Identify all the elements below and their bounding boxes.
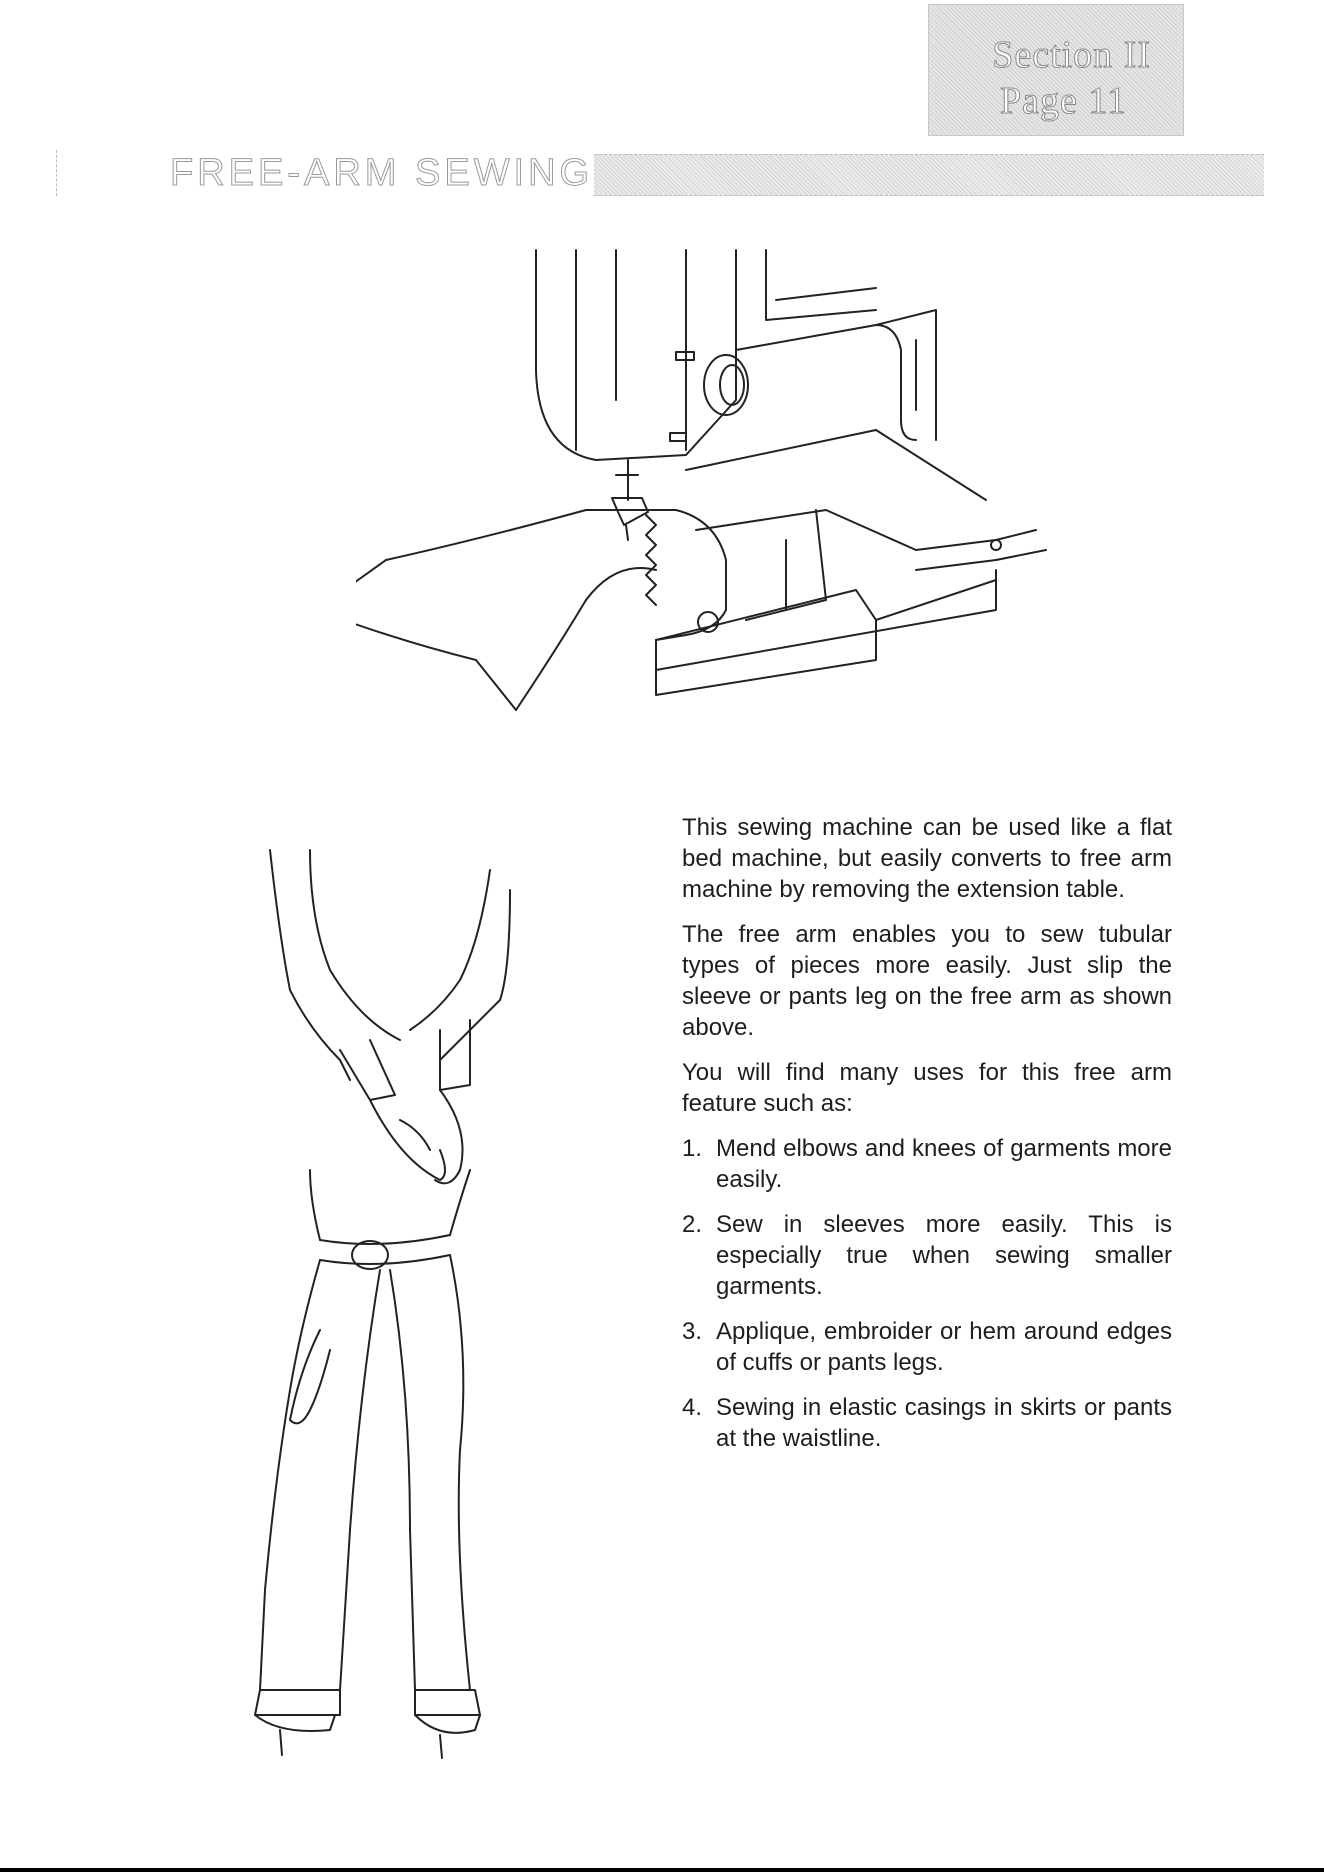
list-item-number: 3. — [682, 1318, 703, 1345]
title-bar — [0, 148, 1264, 200]
section-page-label — [928, 4, 1184, 136]
list-item-number: 1. — [682, 1135, 703, 1162]
section-label: Section II — [992, 34, 1151, 76]
list-item-text: Sewing in elastic casings in skirts or pants at the waistline. — [716, 1394, 1172, 1452]
list-item-text: Mend elbows and knees of garments more easily. — [716, 1135, 1172, 1193]
free-arm-machine-illustration — [356, 240, 1056, 760]
free-arm-paragraph: The free arm enables you to sew tubular types of pieces more easily. Just slip the sleeve or pants leg on the free arm as shown above. — [682, 921, 1172, 1041]
intro-paragraph: This sewing machine can be used like a flat bed machine, but easily converts to free arm machine by removing the extension table. — [682, 814, 1172, 903]
list-item-number: 4. — [682, 1394, 703, 1421]
bottom-rule — [0, 1868, 1324, 1872]
body-text — [682, 812, 1172, 1468]
page-label: Page 11 — [1000, 80, 1127, 122]
margin-mark — [56, 150, 59, 196]
list-item — [682, 1392, 1172, 1454]
list-item — [682, 1316, 1172, 1378]
list-item-text: Sew in sleeves more easily. This is especially true when sewing smaller garments. — [716, 1211, 1172, 1300]
list-item-text: Applique, embroider or hem around edges of cuffs or pants legs. — [716, 1318, 1172, 1376]
uses-list — [682, 1133, 1172, 1454]
page-title: FREE-ARM SEWING — [170, 152, 594, 194]
list-item — [682, 1133, 1172, 1195]
list-item — [682, 1209, 1172, 1302]
list-item-number: 2. — [682, 1211, 703, 1238]
garment-figure-illustration — [240, 830, 560, 1770]
title-stripe — [594, 154, 1264, 196]
uses-paragraph: You will find many uses for this free arm feature such as: — [682, 1059, 1172, 1117]
